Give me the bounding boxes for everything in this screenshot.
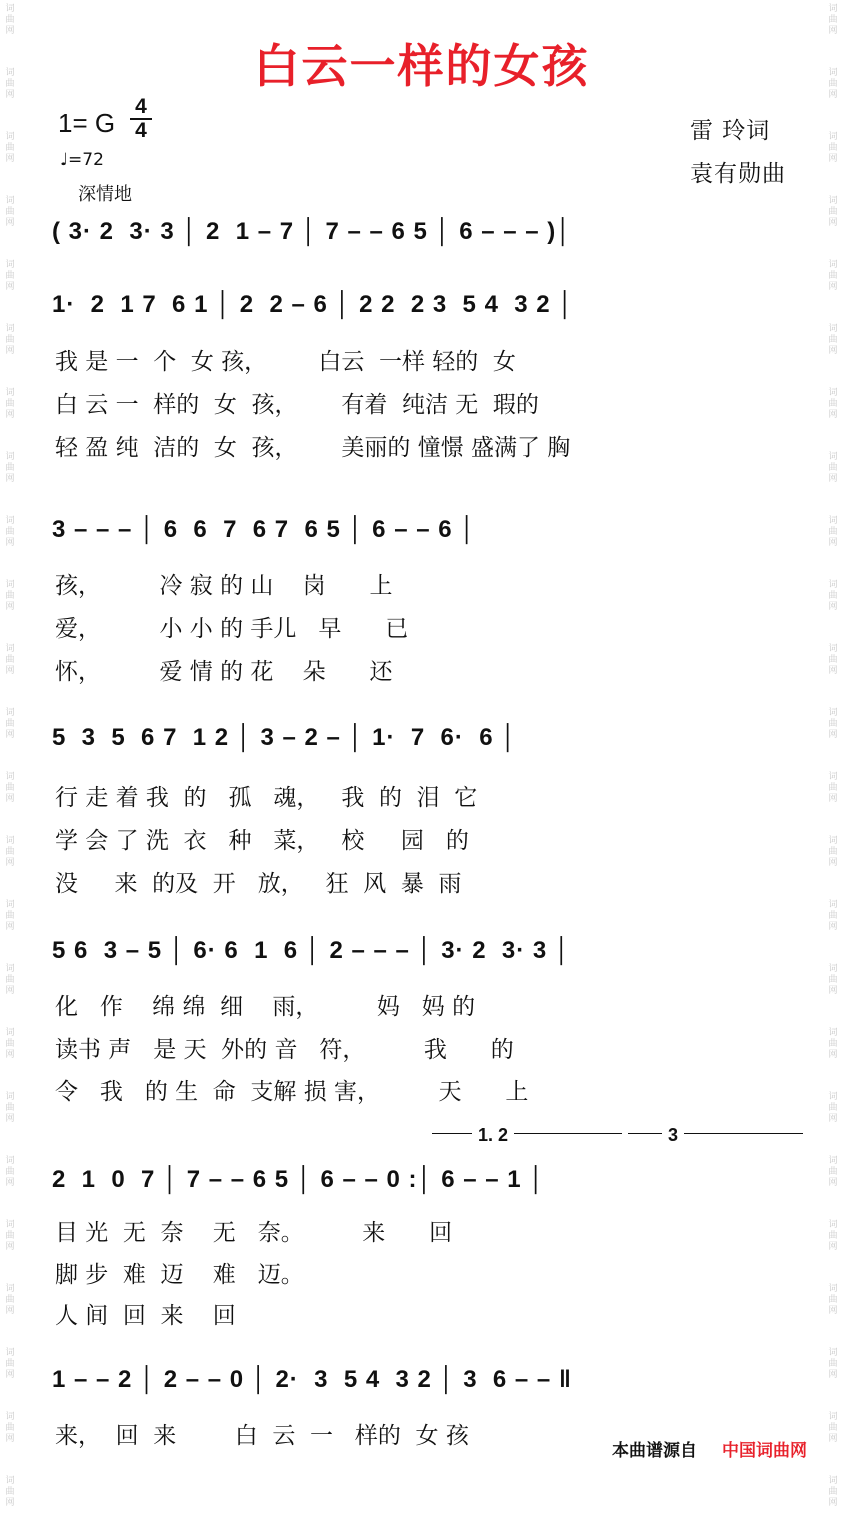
lyric-line-4-verse-1: 化 作 绵 绵 细 雨， 妈 妈 的 [55,994,476,1020]
watermark-text: 词 曲 网 [5,388,15,420]
watermark-text: 词 曲 网 [828,900,838,932]
notation-line-2: 3 – – – │ 6 6 7 6 7 6 5 │ 6 – – 6 │ [52,516,477,543]
lyric-line-1-verse-2: 白 云 一 样的 女 孩， 有着 纯洁 无 瑕的 [55,392,539,418]
watermark-text: 词 曲 网 [828,1476,838,1508]
watermark-text: 词 曲 网 [5,1412,15,1444]
watermark-text: 词 曲 网 [5,132,15,164]
watermark-text: 词 曲 网 [5,1028,15,1060]
watermark-text: 词 曲 网 [828,516,838,548]
lyric-line-5-verse-3: 人 间 回 来 回 [55,1303,236,1329]
watermark-text: 词 曲 网 [828,836,838,868]
notation-line-6: 1 – – 2 │ 2 – – 0 │ 2· 3 5 4 3 2 │ 3 6 – – ‖ [52,1366,572,1393]
watermark-text: 词 曲 网 [5,1220,15,1252]
volta-bracket-third [628,1133,803,1134]
notation-line-5: 2 1 0 7 │ 7 – – 6 5 │ 6 – – 0 :│ 6 – – 1 │ [52,1166,546,1193]
watermark-text: 词 曲 网 [828,1220,838,1252]
volta-bracket-first [432,1133,622,1134]
tempo-marking: ♩=72 [60,150,104,170]
watermark-left [2,0,18,1508]
watermark-text: 词 曲 网 [5,516,15,548]
watermark-text: 词 曲 网 [828,1028,838,1060]
watermark-text: 词 曲 网 [828,708,838,740]
lyric-line-5-verse-1: 目 光 无 奈 无 奈。 来 回 [55,1220,453,1246]
lyric-line-1-verse-3: 轻 盈 纯 洁的 女 孩， 美丽的 憧憬 盛满了 胸 [55,435,571,461]
watermark-text: 词 曲 网 [5,708,15,740]
volta-label-first: 1. 2 [472,1125,514,1146]
watermark-text: 词 曲 网 [5,260,15,292]
watermark-text: 词 曲 网 [5,1092,15,1124]
notation-line-3: 5 3 5 6 7 1 2 │ 3 – 2 – │ 1· 7 6· 6 │ [52,724,518,751]
watermark-text: 词 曲 网 [828,196,838,228]
source-prefix: 本曲谱源自 [612,1441,697,1461]
watermark-text: 词 曲 网 [5,1476,15,1508]
lyric-line-2-verse-3: 怀， 爱 情 的 花 朵 还 [55,659,393,685]
watermark-text: 词 曲 网 [5,4,15,36]
watermark-text: 词 曲 网 [828,452,838,484]
notation-line-4: 5 6 3 – 5 │ 6· 6 1 6 │ 2 – – – │ 3· 2 3· 3 │ [52,937,571,964]
key-signature: 1= G [58,108,116,138]
watermark-text: 词 曲 网 [5,580,15,612]
notation-line-1: 1· 2 1 7 6 1 │ 2 2 – 6 │ 2 2 2 3 5 4 3 2 │ [52,291,575,318]
watermark-text: 词 曲 网 [5,1284,15,1316]
watermark-text: 词 曲 网 [828,132,838,164]
notation-line-intro: ( 3· 2 3· 3 │ 2 1 – 7 │ 7 – – 6 5 │ 6 – – – )│ [52,218,573,245]
watermark-text: 词 曲 网 [5,452,15,484]
source-site-link[interactable]: 中国词曲网 [722,1441,807,1461]
lyric-line-2-verse-2: 爱， 小 小 的 手儿 早 已 [55,616,409,642]
watermark-text: 词 曲 网 [5,1348,15,1380]
watermark-text: 词 曲 网 [5,196,15,228]
time-signature-top: 4 [135,95,147,118]
watermark-text: 词 曲 网 [828,964,838,996]
watermark-text: 词 曲 网 [5,1156,15,1188]
time-signature [130,96,152,142]
watermark-text: 词 曲 网 [828,388,838,420]
expression-marking: 深情地 [78,184,132,205]
lyric-line-4-verse-2: 读书 声 是 天 外的 音 符， 我 的 [55,1037,514,1063]
watermark-text: 词 曲 网 [828,1412,838,1444]
watermark-text: 词 曲 网 [828,1092,838,1124]
watermark-text: 词 曲 网 [828,1156,838,1188]
watermark-text: 词 曲 网 [828,772,838,804]
watermark-text: 词 曲 网 [5,644,15,676]
watermark-text: 词 曲 网 [5,836,15,868]
lyric-line-2-verse-1: 孩， 冷 寂 的 山 岗 上 [55,573,393,599]
watermark-text: 词 曲 网 [828,644,838,676]
volta-label-third: 3 [662,1125,684,1146]
watermark-text: 词 曲 网 [5,900,15,932]
watermark-text: 词 曲 网 [5,324,15,356]
watermark-text: 词 曲 网 [828,260,838,292]
lyric-line-3-verse-2: 学 会 了 洗 衣 种 菜， 校 园 的 [55,828,469,854]
watermark-text: 词 曲 网 [828,1348,838,1380]
lyric-line-6-verse-1: 来， 回 来 白 云 一 样的 女 孩 [55,1423,469,1449]
watermark-text: 词 曲 网 [5,772,15,804]
time-signature-bottom: 4 [130,118,152,142]
song-title: 白云一样的女孩 [253,39,590,93]
watermark-text: 词 曲 网 [828,4,838,36]
lyric-line-4-verse-3: 令 我 的 生 命 支解 损 害， 天 上 [55,1079,529,1105]
lyric-line-1-verse-1: 我 是 一 个 女 孩， 白云 一样 轻的 女 [55,349,516,375]
watermark-right [825,0,841,1508]
watermark-text: 词 曲 网 [828,1284,838,1316]
lyric-line-3-verse-1: 行 走 着 我 的 孤 魂， 我 的 泪 它 [55,785,478,811]
watermark-text: 词 曲 网 [5,964,15,996]
composer-credit: 袁有勋曲 [690,161,786,187]
watermark-text: 词 曲 网 [828,580,838,612]
watermark-text: 词 曲 网 [5,68,15,100]
watermark-text: 词 曲 网 [828,324,838,356]
lyric-line-5-verse-2: 脚 步 难 迈 难 迈。 [55,1262,304,1288]
lyric-line-3-verse-3: 没 来 的及 开 放， 狂 风 暴 雨 [55,871,462,897]
lyricist-credit: 雷 玲词 [690,118,771,144]
watermark-text: 词 曲 网 [828,68,838,100]
